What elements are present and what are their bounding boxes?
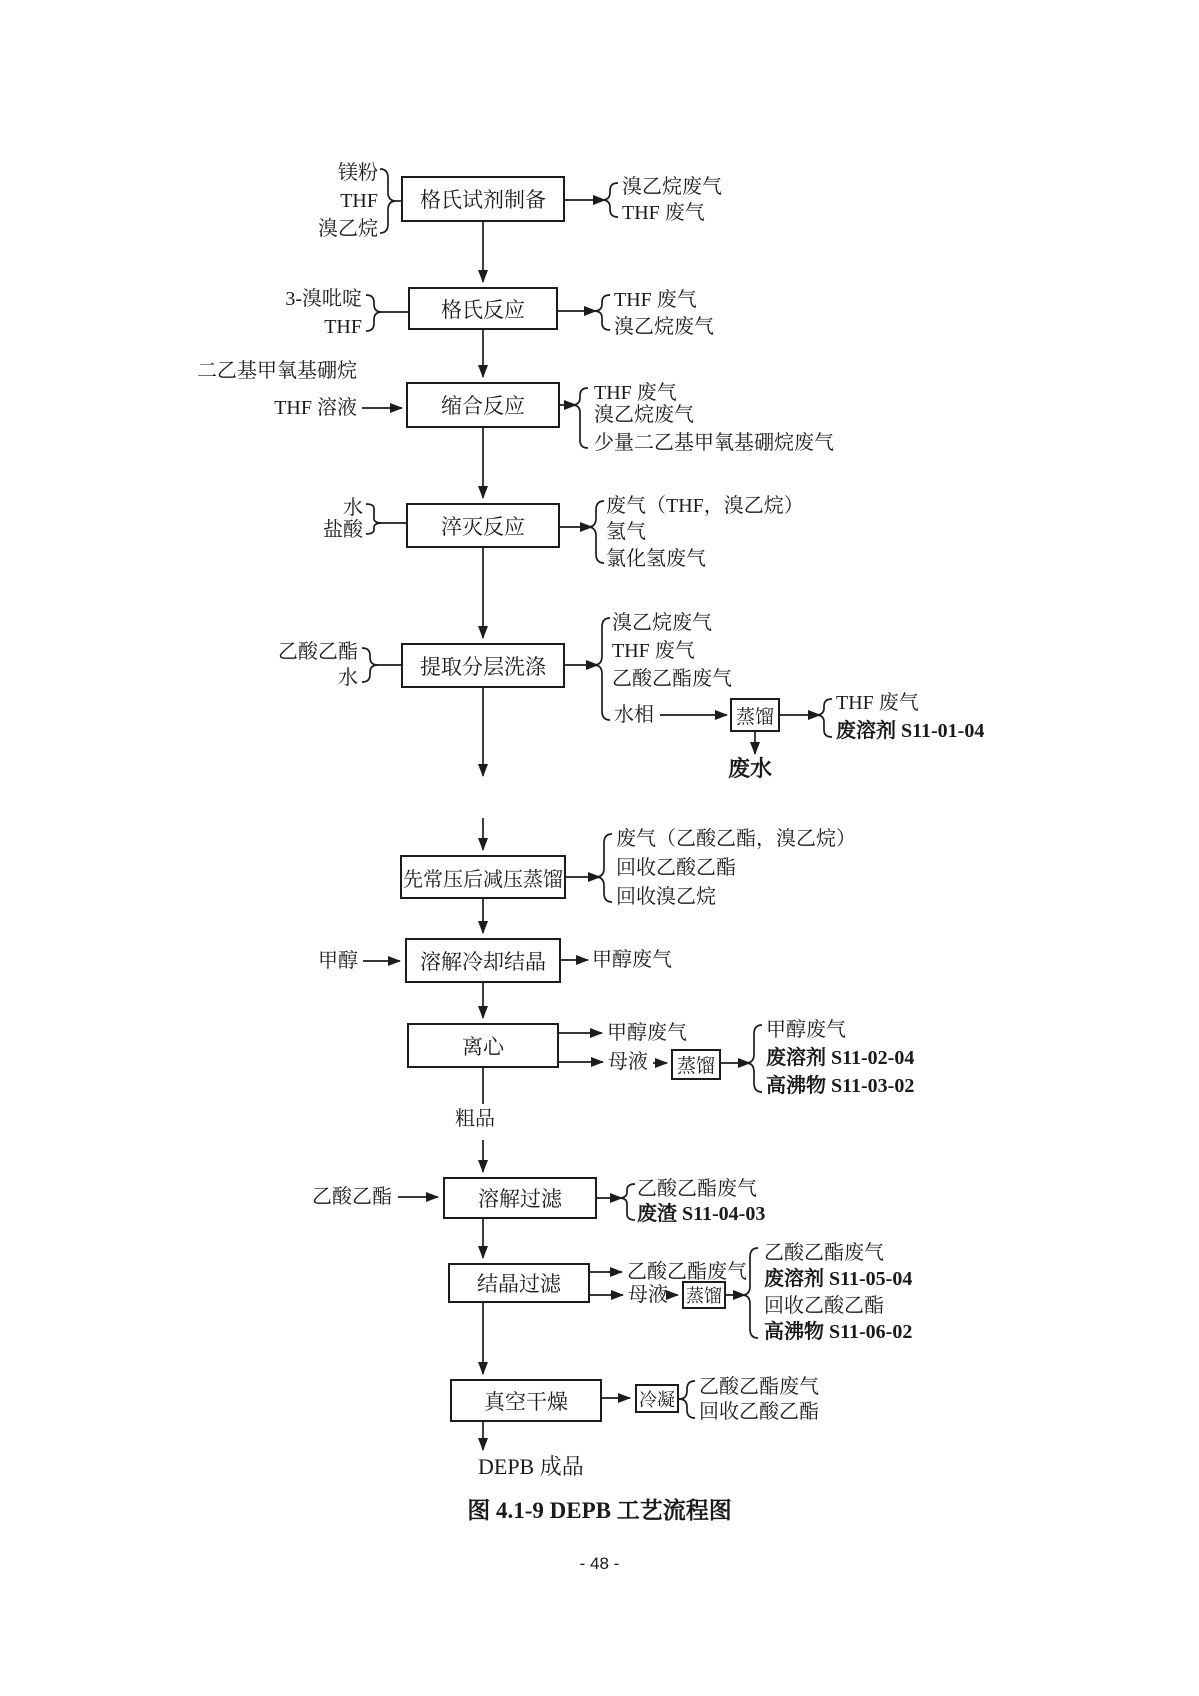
label-crude-product: 粗品	[455, 1108, 495, 1130]
output-label-ethyl-acetate-offgas-4: 乙酸乙酯废气	[764, 1242, 884, 1264]
label-depb-final-product: DEPB 成品	[478, 1454, 584, 1479]
output-label-bromoethane-offgas-4: 溴乙烷废气	[612, 612, 712, 634]
box-atmospheric-then-vacuum-distillation: 先常压后减压蒸馏	[400, 855, 566, 899]
output-label-waste-solvent-s11-02-04: 废溶剂 S11-02-04	[766, 1047, 915, 1069]
brace-outputs-6	[596, 834, 612, 902]
output-label-bromoethane-offgas-1: 溴乙烷废气	[622, 176, 722, 198]
output-label-waste-solvent-s11-01-04: 废溶剂 S11-01-04	[836, 720, 985, 742]
box-condensation-reaction: 缩合反应	[406, 382, 560, 428]
output-label-recovered-ethyl-acetate-2: 回收乙酸乙酯	[764, 1295, 884, 1317]
output-label-high-boiler-s11-06-02: 高沸物 S11-06-02	[764, 1321, 913, 1343]
page-number: - 48 -	[579, 1554, 620, 1573]
output-label-mother-liquor-2: 母液	[628, 1284, 668, 1306]
box-centrifuge: 离心	[407, 1023, 559, 1068]
input-label-diethylmethoxyborane: 二乙基甲氧基硼烷	[197, 360, 357, 382]
input-label-ethyl-acetate-1: 乙酸乙酯	[278, 641, 358, 663]
output-label-offgas-ea-bromoethane: 废气（乙酸乙酯，溴乙烷）	[616, 828, 856, 850]
output-label-bromoethane-offgas-3: 溴乙烷废气	[594, 404, 694, 426]
box-dissolution-filtration: 溶解过滤	[443, 1177, 597, 1219]
box-grignard-reagent-preparation: 格氏试剂制备	[401, 176, 565, 222]
output-label-thf-offgas-1: THF 废气	[622, 202, 705, 224]
brace-outputs-9	[619, 1184, 635, 1220]
brace-outputs-4	[588, 501, 604, 563]
output-label-high-boiler-s11-03-02: 高沸物 S11-03-02	[766, 1075, 915, 1097]
output-label-thf-offgas-3: THF 废气	[594, 382, 677, 404]
output-label-hydrogen-gas: 氢气	[606, 521, 646, 543]
brace-outputs-3	[572, 388, 588, 448]
box-quench-reaction: 淬灭反应	[406, 503, 560, 548]
brace-inputs-5	[362, 648, 378, 682]
box-vacuum-drying: 真空干燥	[450, 1379, 602, 1422]
input-label-water-2: 水	[338, 667, 358, 689]
output-label-recovered-bromoethane: 回收溴乙烷	[616, 886, 716, 908]
output-label-ethyl-acetate-offgas-1: 乙酸乙酯废气	[612, 668, 732, 690]
box-dissolve-cool-crystallize: 溶解冷却结晶	[405, 938, 561, 983]
brace-outputs-1	[602, 183, 618, 217]
brace-inputs-4	[366, 504, 382, 534]
figure-caption: 图 4.1-9 DEPB 工艺流程图	[467, 1498, 732, 1523]
output-label-trace-borane-offgas: 少量二乙基甲氧基硼烷废气	[594, 432, 834, 454]
output-label-methanol-offgas-1: 甲醇废气	[592, 949, 672, 971]
brace-outputs-2	[594, 295, 610, 330]
output-label-offgas-thf-bromoethane: 废气（THF，溴乙烷）	[606, 495, 804, 517]
input-label-hydrochloric-acid: 盐酸	[323, 519, 363, 541]
box-distillation-1: 蒸馏	[730, 698, 780, 732]
output-label-mother-liquor-1: 母液	[608, 1051, 648, 1073]
output-label-thf-offgas-2: THF 废气	[614, 289, 697, 311]
output-label-ethyl-acetate-offgas-3: 乙酸乙酯废气	[627, 1261, 747, 1283]
brace-outputs-still1	[816, 699, 832, 737]
output-label-thf-offgas-still1: THF 废气	[836, 692, 919, 714]
box-distillation-2: 蒸馏	[671, 1049, 721, 1080]
brace-inputs-1	[380, 169, 396, 233]
box-crystallization-filtration: 结晶过滤	[448, 1263, 590, 1303]
box-grignard-reaction: 格氏反应	[408, 287, 558, 330]
output-label-ethyl-acetate-offgas-5: 乙酸乙酯废气	[699, 1376, 819, 1398]
output-label-recovered-ethyl-acetate-3: 回收乙酸乙酯	[699, 1401, 819, 1423]
brace-inputs-2	[366, 295, 382, 331]
output-label-recovered-ethyl-acetate-1: 回收乙酸乙酯	[616, 857, 736, 879]
box-distillation-3: 蒸馏	[682, 1281, 726, 1309]
input-label-methanol: 甲醇	[318, 950, 358, 972]
input-label-ethyl-acetate-2: 乙酸乙酯	[312, 1186, 392, 1208]
brace-outputs-cond	[679, 1381, 695, 1418]
output-label-wastewater: 废水	[728, 756, 773, 781]
brace-outputs-still2	[746, 1025, 762, 1092]
input-label-thf-2: THF	[324, 316, 362, 338]
input-label-bromoethane: 溴乙烷	[318, 218, 378, 240]
input-label-water: 水	[343, 497, 363, 519]
output-label-hcl-offgas: 氯化氢废气	[606, 548, 706, 570]
input-label-magnesium-powder: 镁粉	[338, 162, 378, 184]
output-label-ethyl-acetate-offgas-2: 乙酸乙酯废气	[637, 1178, 757, 1200]
output-label-waste-residue-s11-04-03: 废渣 S11-04-03	[637, 1203, 766, 1225]
output-label-water-phase: 水相	[614, 704, 654, 726]
output-label-thf-offgas-4: THF 废气	[612, 640, 695, 662]
input-label-thf-solution: THF 溶液	[274, 397, 357, 419]
output-label-bromoethane-offgas-2: 溴乙烷废气	[614, 316, 714, 338]
input-label-3-bromopyridine: 3-溴吡啶	[285, 288, 362, 310]
output-label-methanol-offgas-2: 甲醇废气	[607, 1022, 687, 1044]
output-label-waste-solvent-s11-05-04: 废溶剂 S11-05-04	[764, 1268, 913, 1290]
box-extraction-layer-washing: 提取分层洗涤	[401, 643, 565, 688]
output-label-methanol-offgas-3: 甲醇废气	[766, 1019, 846, 1041]
box-condenser: 冷凝	[635, 1384, 679, 1413]
input-label-thf-1: THF	[340, 190, 378, 212]
brace-outputs-5	[594, 618, 610, 720]
